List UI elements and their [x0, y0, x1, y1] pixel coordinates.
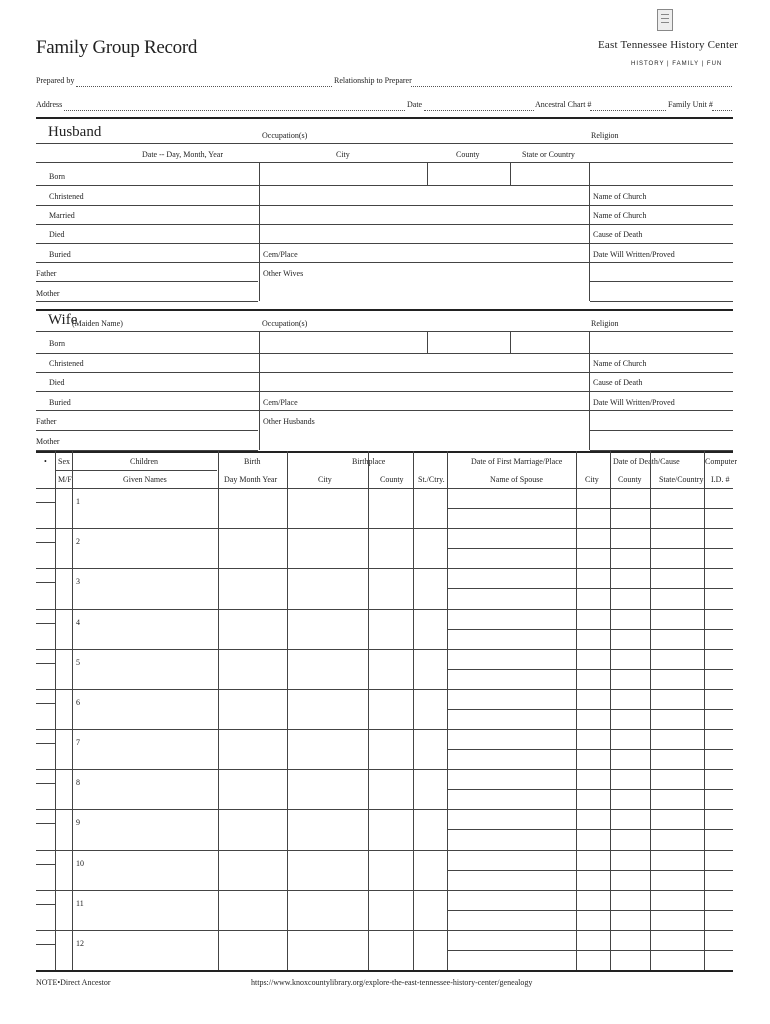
child-row-tick: [36, 623, 55, 624]
child-row-midline: [447, 548, 733, 549]
date-label: Date: [407, 100, 423, 109]
husband-died-label: Died: [49, 230, 65, 239]
child-row-tick: [36, 850, 55, 851]
children-col-children: Children: [130, 457, 158, 466]
ancestral-chart-label: Ancestral Chart #: [535, 100, 592, 109]
husband-row-line: [36, 224, 733, 225]
child-row-tick: [36, 703, 55, 704]
wife-christened-label: Christened: [49, 359, 84, 368]
child-row-line[interactable]: [55, 689, 733, 690]
husband-church-label: Name of Church: [593, 192, 647, 201]
child-row-line[interactable]: [55, 528, 733, 529]
children-col-dstate: State/Country: [659, 475, 704, 484]
wife-other-husbands-label: Other Husbands: [263, 417, 315, 426]
child-row-number: 7: [76, 738, 80, 747]
child-row-midline: [447, 508, 733, 509]
child-row-tick: [36, 582, 55, 583]
children-top-rule: [36, 451, 733, 453]
child-row-number: 10: [76, 858, 84, 868]
husband-cem-label: Cem/Place: [263, 250, 298, 259]
husband-marriage-church-label: Name of Church: [593, 211, 647, 220]
wife-row-line: [590, 430, 733, 431]
wife-row-line: [36, 391, 733, 392]
children-col-dcounty: County: [618, 475, 642, 484]
child-row-line[interactable]: [55, 850, 733, 851]
relationship-label: Relationship to Preparer: [334, 76, 412, 85]
child-row-line[interactable]: [55, 890, 733, 891]
husband-col-line: [510, 162, 511, 185]
children-col-spouse: Name of Spouse: [490, 475, 543, 484]
husband-row-line: [36, 205, 733, 206]
address-label: Address: [36, 100, 63, 109]
child-row-number: 2: [76, 537, 80, 547]
child-row-midline: [447, 829, 733, 830]
wife-top-rule: [36, 309, 733, 311]
husband-married-label: Married: [49, 211, 75, 220]
wife-occupation-rule: [36, 331, 733, 332]
children-col-dcity: City: [585, 475, 599, 484]
child-row-line[interactable]: [55, 930, 733, 931]
husband-row-line: [36, 185, 733, 186]
children-col-sex-sub: M/F: [58, 475, 72, 484]
children-col-sex: Sex: [58, 457, 70, 466]
wife-heading-note: (Maiden Name): [72, 319, 123, 328]
prepared-by-field[interactable]: [76, 86, 332, 87]
husband-col-line: [259, 162, 260, 301]
footer-rule: [36, 970, 733, 972]
child-row-tick: [36, 502, 55, 503]
husband-row-line: [590, 301, 733, 302]
child-row-number: 12: [76, 938, 84, 948]
child-row-midline: [447, 588, 733, 589]
wife-cem-label: Cem/Place: [263, 398, 298, 407]
child-row-midline: [447, 669, 733, 670]
child-row-tick: [36, 542, 55, 543]
husband-col-line: [589, 162, 590, 301]
org-name: East Tennessee History Center: [598, 39, 739, 51]
child-row-line[interactable]: [55, 609, 733, 610]
wife-religion-label: Religion: [591, 319, 619, 328]
family-unit-field[interactable]: [712, 110, 732, 111]
wife-born-label: Born: [49, 339, 65, 348]
child-row-tick: [36, 904, 55, 905]
child-row-line[interactable]: [55, 809, 733, 810]
prepared-by-label: Prepared by: [36, 76, 75, 85]
children-col-birthplace: Birthplace: [352, 457, 386, 466]
wife-row-line: [36, 410, 733, 411]
footer-url[interactable]: https://www.knoxcountylibrary.org/explore-the-east-tennessee-history-center/genealogy: [251, 978, 533, 987]
children-col-computer: Computer: [705, 457, 737, 466]
children-col-city: City: [318, 475, 332, 484]
husband-col-date: Date -- Day, Month, Year: [142, 150, 224, 159]
husband-col-line: [427, 162, 428, 185]
children-col-stctry: St./Ctry.: [418, 475, 445, 484]
children-col-bullet: •: [44, 457, 47, 466]
relationship-field[interactable]: [411, 86, 732, 87]
org-tagline: HISTORY | FAMILY | FUN: [631, 61, 723, 67]
husband-col-state: State or Country: [522, 150, 575, 159]
husband-cause-label: Cause of Death: [593, 230, 643, 239]
husband-occupation-rule: [36, 143, 733, 144]
husband-top-rule: [36, 117, 733, 119]
husband-born-label: Born: [49, 172, 65, 181]
child-row-number: 8: [76, 778, 80, 788]
husband-heading: Husband: [48, 124, 102, 140]
husband-christened-label: Christened: [49, 192, 84, 201]
child-row-number: 4: [76, 617, 80, 627]
child-row-number: 3: [76, 577, 80, 587]
child-row-midline: [447, 629, 733, 630]
wife-died-label: Died: [49, 378, 65, 387]
wife-cause-label: Cause of Death: [593, 378, 643, 387]
child-row-number: 11: [76, 898, 84, 908]
child-row-tick: [36, 568, 55, 569]
child-row-tick: [36, 864, 55, 865]
child-row-number: 1: [76, 497, 80, 506]
husband-header-rule: [36, 162, 733, 163]
child-row-midline: [447, 749, 733, 750]
children-col-birth: Birth: [244, 457, 261, 466]
child-row-midline: [447, 910, 733, 911]
husband-buried-label: Buried: [49, 250, 71, 259]
child-row-tick: [36, 743, 55, 744]
child-row-midline: [447, 709, 733, 710]
children-col-given: Given Names: [123, 475, 167, 484]
wife-col-line: [589, 331, 590, 450]
wife-heading: Wife: [48, 312, 78, 328]
wife-mother-label: Mother: [36, 437, 60, 446]
child-row-tick: [36, 930, 55, 931]
child-row-tick: [36, 769, 55, 770]
children-header-mid-rule: [55, 470, 217, 471]
wife-father-label: Father: [36, 417, 57, 426]
child-row-line[interactable]: [55, 729, 733, 730]
child-row-tick: [36, 809, 55, 810]
children-col-marriage: Date of First Marriage/Place: [471, 457, 563, 466]
husband-other-wives-label: Other Wives: [263, 269, 304, 278]
address-field[interactable]: [64, 110, 405, 111]
husband-mother-label: Mother: [36, 289, 60, 298]
husband-col-county: County: [456, 150, 480, 159]
husband-row-line: [36, 262, 733, 263]
child-row-tick: [36, 689, 55, 690]
wife-row-line: [36, 353, 733, 354]
wife-row-line: [36, 430, 258, 431]
ancestral-chart-field[interactable]: [590, 110, 666, 111]
husband-row-line: [36, 281, 258, 282]
husband-religion-label: Religion: [591, 131, 619, 140]
footer-note: NOTE•Direct Ancestor: [36, 978, 111, 987]
children-col-death: Date of Death/Cause: [613, 457, 680, 466]
child-row-tick: [36, 783, 55, 784]
children-col-county: County: [380, 475, 404, 484]
child-row-number: 9: [76, 818, 80, 828]
husband-row-line: [36, 301, 258, 302]
wife-col-line: [259, 331, 260, 450]
child-row-tick: [36, 823, 55, 824]
husband-father-label: Father: [36, 269, 57, 278]
child-row-number: 6: [76, 697, 80, 707]
child-row-midline: [447, 950, 733, 951]
husband-col-city: City: [336, 150, 350, 159]
child-row-line[interactable]: [55, 769, 733, 770]
child-row-tick: [36, 663, 55, 664]
wife-col-line: [427, 331, 428, 353]
page-title: Family Group Record: [36, 37, 198, 58]
child-row-tick: [36, 649, 55, 650]
children-col-id: I.D. #: [711, 475, 730, 484]
child-row-tick: [36, 944, 55, 945]
child-row-tick: [36, 890, 55, 891]
child-row-line[interactable]: [55, 649, 733, 650]
children-col-birth-sub: Day Month Year: [224, 475, 278, 484]
child-row-line[interactable]: [55, 568, 733, 569]
husband-row-line: [36, 243, 733, 244]
book-icon: [657, 9, 673, 31]
date-field[interactable]: [424, 110, 534, 111]
wife-occupation-label: Occupation(s): [262, 319, 308, 328]
wife-col-line: [510, 331, 511, 353]
child-row-tick: [36, 528, 55, 529]
wife-church-label: Name of Church: [593, 359, 647, 368]
wife-row-line: [36, 372, 733, 373]
family-unit-label: Family Unit #: [668, 100, 713, 109]
wife-will-label: Date Will Written/Proved: [593, 398, 675, 407]
child-row-tick: [36, 729, 55, 730]
child-row-midline: [447, 789, 733, 790]
husband-occupation-label: Occupation(s): [262, 131, 308, 140]
husband-will-label: Date Will Written/Proved: [593, 250, 675, 259]
wife-buried-label: Buried: [49, 398, 71, 407]
children-header-rule: [36, 488, 733, 489]
child-row-tick: [36, 609, 55, 610]
child-row-midline: [447, 870, 733, 871]
husband-row-line: [590, 281, 733, 282]
child-row-number: 5: [76, 657, 80, 667]
